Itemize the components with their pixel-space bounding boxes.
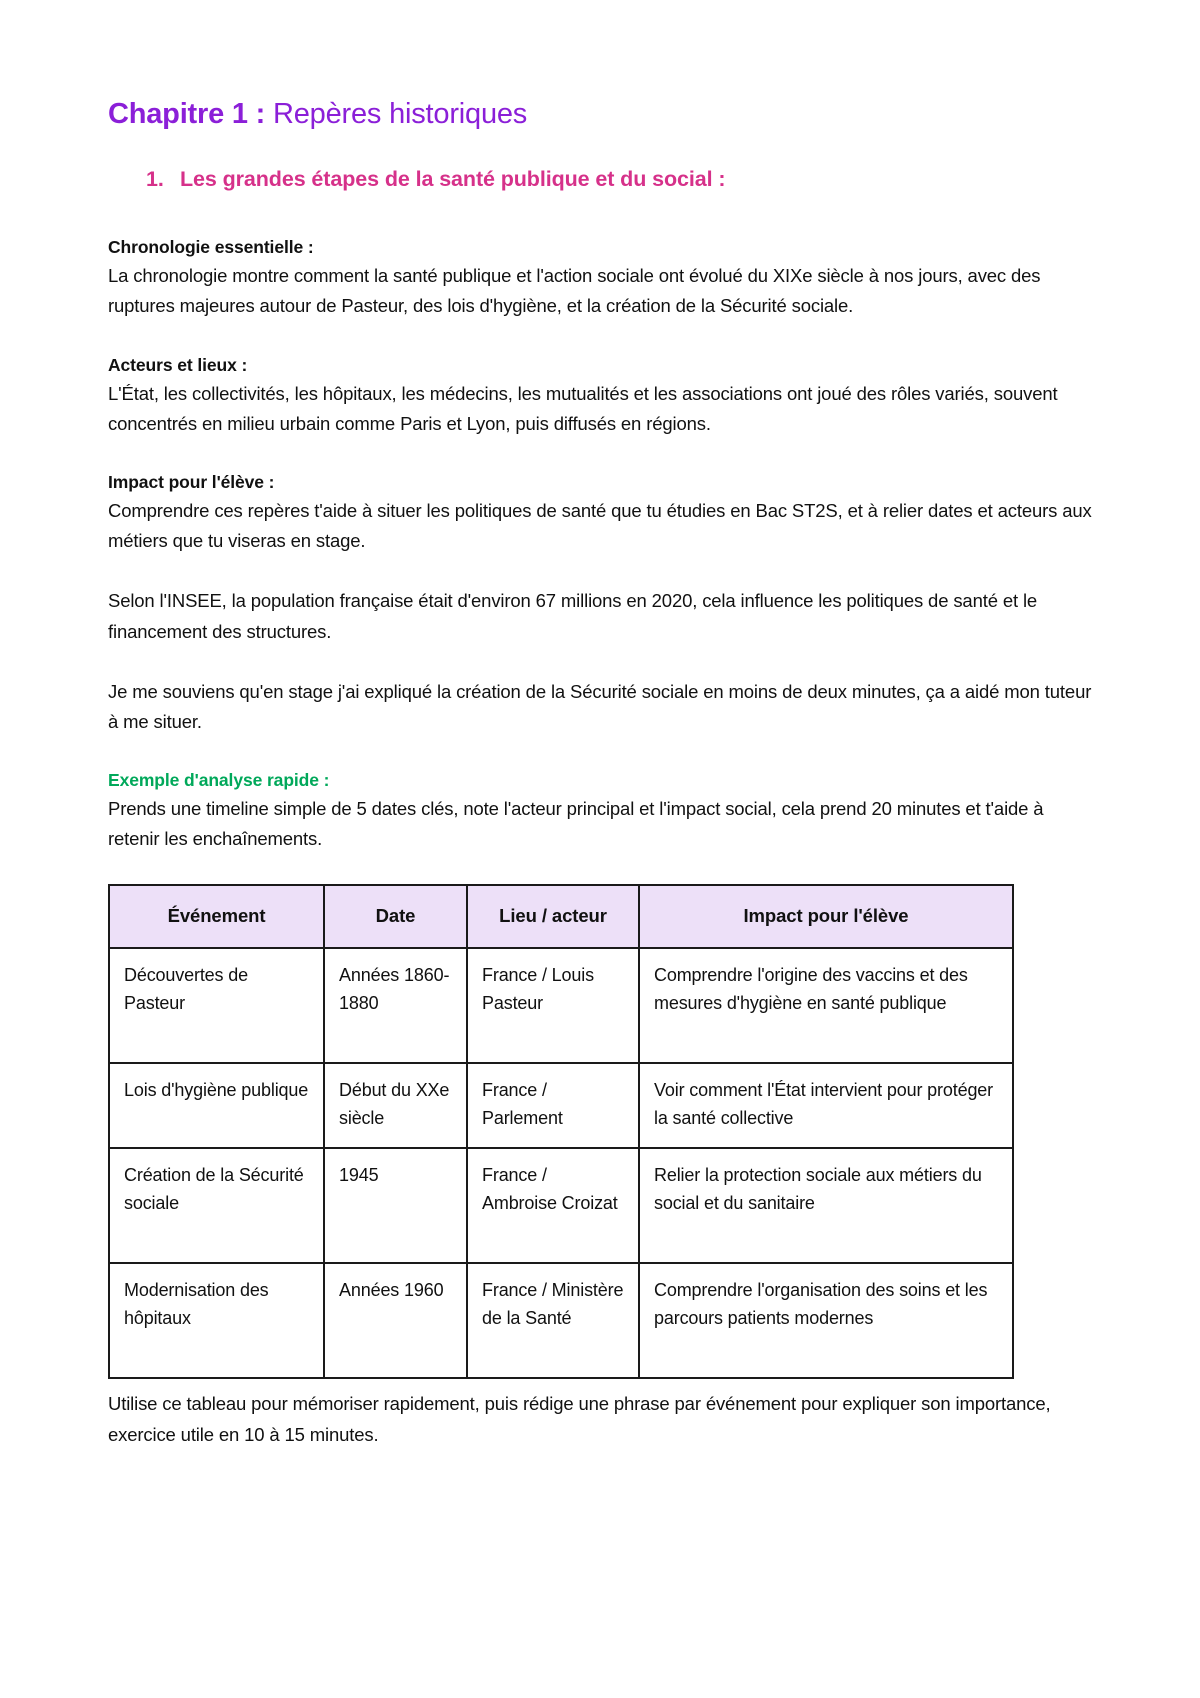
cell-evenement: Création de la Sécurité sociale xyxy=(109,1148,324,1263)
cell-evenement: Modernisation des hôpitaux xyxy=(109,1263,324,1378)
closing-paragraph: Utilise ce tableau pour mémoriser rapidement, puis rédige une phrase par événement pour expliquer son importance, exercice utile en 10 à 15 minutes. xyxy=(108,1393,1051,1445)
column-header-date: Date xyxy=(324,885,467,948)
cell-impact: Relier la protection sociale aux métiers du social et du sanitaire xyxy=(639,1148,1013,1263)
block-text: Comprendre ces repères t'aide à situer les politiques de santé que tu étudies en Bac ST2S, et à relier dates et acteurs aux métiers que tu viseras en stage. xyxy=(108,500,1092,552)
content-block-chronologie xyxy=(108,234,1092,321)
column-header-evenement: Événement xyxy=(109,885,324,948)
cell-date: 1945 xyxy=(324,1148,467,1263)
example-text: Prends une timeline simple de 5 dates clés, note l'acteur principal et l'impact social, cela prend 20 minutes et t'aide à retenir les enchaînements. xyxy=(108,798,1044,850)
paragraph-souvenir: Je me souviens qu'en stage j'ai expliqué la création de la Sécurité sociale en moins de deux minutes, ça a aidé mon tuteur à me situer. xyxy=(108,680,1092,732)
cell-lieu: France / Ambroise Croizat xyxy=(467,1148,639,1263)
chapter-title-rest: Repères historiques xyxy=(265,98,528,130)
block-text: La chronologie montre comment la santé publique et l'action sociale ont évolué du XIXe siècle à nos jours, avec des ruptures majeures autour de Pasteur, des lois d'hygiène, et la création de la Sécurité sociale. xyxy=(108,265,1041,317)
chapter-title-bold: Chapitre 1 : xyxy=(108,98,266,130)
block-label: Impact pour l'élève : xyxy=(108,472,275,492)
table-row xyxy=(109,1063,1013,1148)
table-row xyxy=(109,1263,1013,1378)
column-header-lieu: Lieu / acteur xyxy=(467,885,639,948)
table-row xyxy=(109,948,1013,1063)
cell-date: Années 1860-1880 xyxy=(324,948,467,1063)
cell-impact: Comprendre l'origine des vaccins et des mesures d'hygiène en santé publique xyxy=(639,948,1013,1063)
cell-date: Années 1960 xyxy=(324,1263,467,1378)
content-block-exemple xyxy=(108,767,1092,854)
block-text: L'État, les collectivités, les hôpitaux, les médecins, les mutualités et les associations ont joué des rôles variés, souvent concentrés en milieu urbain comme Paris et Lyon, puis diffusés en régions. xyxy=(108,382,1058,434)
table-header-row xyxy=(109,885,1013,948)
cell-evenement: Découvertes de Pasteur xyxy=(109,948,324,1063)
column-header-impact: Impact pour l'élève xyxy=(639,885,1013,948)
paragraph-insee: Selon l'INSEE, la population française était d'environ 67 millions en 2020, cela influence les politiques de santé et le financement des structures. xyxy=(108,590,1038,642)
block-label: Acteurs et lieux : xyxy=(108,354,248,375)
content-block-impact xyxy=(108,469,1092,556)
cell-lieu: France / Parlement xyxy=(467,1063,639,1148)
cell-evenement: Lois d'hygiène publique xyxy=(109,1063,324,1148)
timeline-table xyxy=(108,884,1014,1379)
table-row xyxy=(109,1148,1013,1263)
cell-lieu: France / Louis Pasteur xyxy=(467,948,639,1063)
section-number: 1. xyxy=(146,167,164,192)
section-title: Les grandes étapes de la santé publique et du social : xyxy=(180,167,726,192)
example-label: Exemple d'analyse rapide : xyxy=(108,769,330,790)
page-title xyxy=(108,96,1092,132)
cell-date: Début du XXe siècle xyxy=(324,1063,467,1148)
cell-impact: Voir comment l'État intervient pour protéger la santé collective xyxy=(639,1063,1013,1148)
cell-lieu: France / Ministère de la Santé xyxy=(467,1263,639,1378)
block-label: Chronologie essentielle : xyxy=(108,237,314,258)
cell-impact: Comprendre l'organisation des soins et les parcours patients modernes xyxy=(639,1263,1013,1378)
content-block-acteurs xyxy=(108,352,1092,439)
section-heading xyxy=(108,166,1092,194)
